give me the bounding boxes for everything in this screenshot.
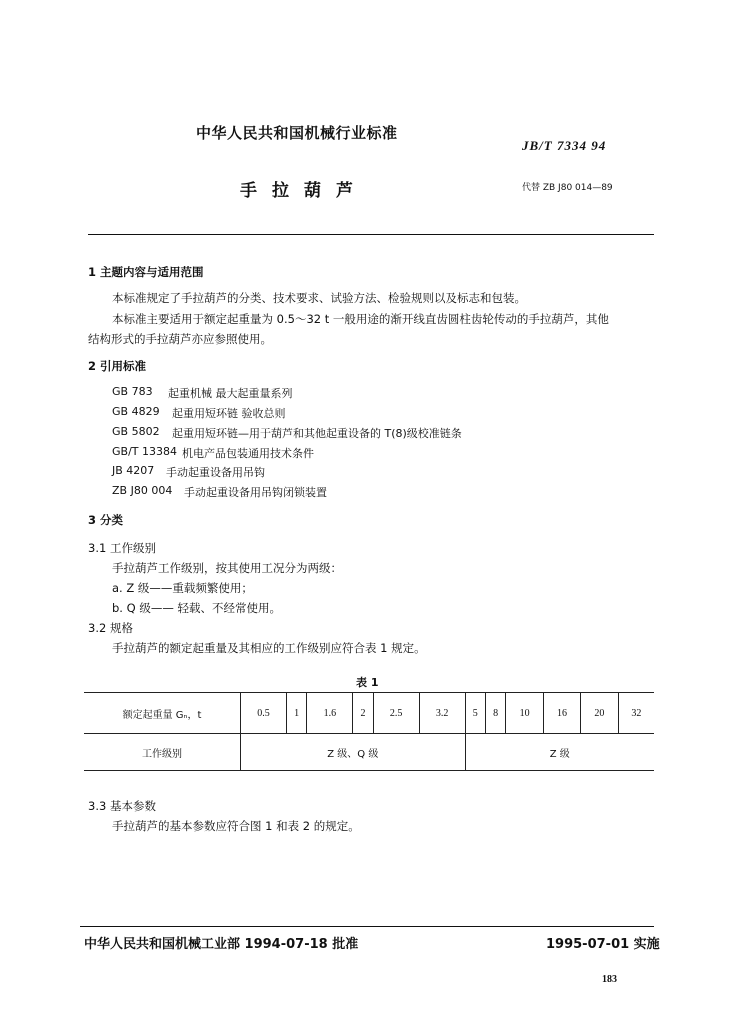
- section-3-2-title: 3.2 规格: [88, 621, 133, 635]
- table-cell: 5: [465, 693, 485, 734]
- page-number: 183: [602, 974, 617, 985]
- ref-code: GB/T 13384: [112, 445, 177, 458]
- section-1-paragraph-2a: 本标准主要适用于额定起重量为 0.5～32 t 一般用途的渐开线直齿圆柱齿轮传动的手拉葫芦，其他: [112, 312, 609, 326]
- standard-code: JB/T 7334 94: [522, 138, 607, 153]
- table-cell: 32: [618, 693, 654, 734]
- table-cell: 1: [286, 693, 306, 734]
- header-rule: [88, 234, 654, 235]
- capacity-table: [84, 692, 654, 771]
- ref-name: 机电产品包装通用技术条件: [182, 447, 314, 460]
- table-header-grade: 工作级别: [84, 734, 241, 771]
- section-1-paragraph-2b: 结构形式的手拉葫芦亦应参照使用。: [88, 332, 272, 346]
- table-cell: 0.5: [241, 693, 287, 734]
- footer-rule: [80, 926, 654, 927]
- table-cell-grade-zq: Z 级、Q 级: [241, 734, 466, 771]
- ref-name: 起重用短环链 验收总则: [172, 407, 286, 420]
- section-3-1-paragraph: 手拉葫芦工作级别，按其使用工况分为两级：: [112, 561, 342, 575]
- ref-name: 手动起重设备用吊钩闭锁装置: [184, 486, 327, 499]
- standard-title: 中华人民共和国机械行业标准: [196, 124, 398, 142]
- table-cell: 2: [353, 693, 373, 734]
- section-1-title: 1 主题内容与适用范围: [88, 265, 204, 279]
- table-cell: 16: [543, 693, 580, 734]
- grade-z-item: a. Z 级——重载频繁使用；: [112, 581, 253, 595]
- ref-code: ZB J80 004: [112, 484, 173, 497]
- ref-name: 手动起重设备用吊钩: [166, 466, 265, 479]
- document-title: 手拉葫芦: [240, 181, 368, 201]
- table-caption: 表 1: [356, 676, 379, 689]
- table-cell-grade-z: Z 级: [465, 734, 654, 771]
- table-cell: 20: [581, 693, 618, 734]
- ref-code: JB 4207: [112, 464, 155, 477]
- ref-code: GB 783: [112, 385, 153, 398]
- table-cell: 1.6: [307, 693, 353, 734]
- table-cell: 8: [485, 693, 505, 734]
- table-cell: 3.2: [419, 693, 465, 734]
- section-1-paragraph-1: 本标准规定了手拉葫芦的分类、技术要求、试验方法、检验规则以及标志和包装。: [112, 291, 526, 305]
- grade-q-item: b. Q 级—— 轻载、不经常使用。: [112, 601, 281, 615]
- ref-code: GB 5802: [112, 425, 160, 438]
- approval-note: 中华人民共和国机械工业部 1994-07-18 批准: [84, 937, 359, 952]
- ref-name: 起重用短环链—用于葫芦和其他起重设备的 T(8)级校准链条: [172, 427, 462, 440]
- section-3-3-paragraph: 手拉葫芦的基本参数应符合图 1 和表 2 的规定。: [112, 819, 360, 833]
- section-3-2-paragraph: 手拉葫芦的额定起重量及其相应的工作级别应符合表 1 规定。: [112, 641, 426, 655]
- ref-name: 起重机械 最大起重量系列: [168, 387, 293, 400]
- table-cell: 10: [506, 693, 543, 734]
- table-row: [84, 693, 654, 734]
- section-2-title: 2 引用标准: [88, 359, 147, 373]
- section-3-title: 3 分类: [88, 513, 124, 527]
- table-header-capacity: 额定起重量 Gₙ，t: [84, 693, 241, 734]
- replaces-note: 代替 ZB J80 014—89: [522, 183, 613, 193]
- ref-code: GB 4829: [112, 405, 160, 418]
- section-3-3-title: 3.3 基本参数: [88, 799, 156, 813]
- section-3-1-title: 3.1 工作级别: [88, 541, 156, 555]
- effective-date: 1995-07-01 实施: [546, 937, 660, 952]
- table-cell: 2.5: [373, 693, 419, 734]
- table-row: [84, 734, 654, 771]
